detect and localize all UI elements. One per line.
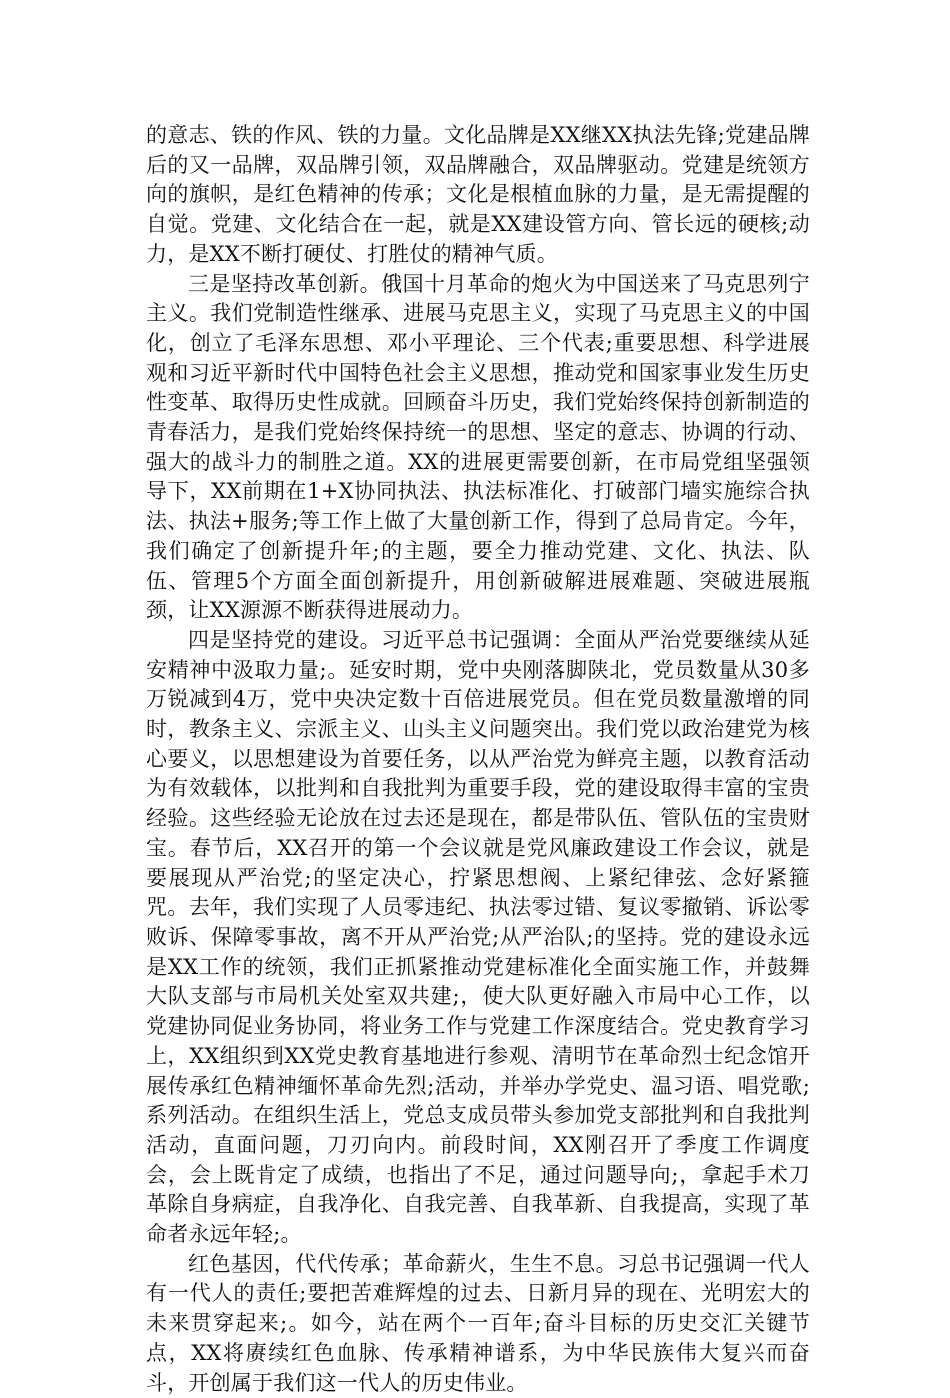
document-body <box>146 121 810 1398</box>
paragraph-red-gene: 红色基因，代代传承；革命薪火，生生不息。习总书记强调一代人有一代人的责任;要把苦难辉煌的过去、日新月异的现在、光明宏大的未来贯穿起来;。如今，站在两个一百年;奋斗目标的历史交汇关键节点，XX将赓续红色血脉、传承精神谱系，为中华民族伟大复兴而奋斗，开创属于我们这一代人的历史伟业。 <box>146 1251 810 1395</box>
paragraph-reform-innovation: 三是坚持改革创新。俄国十月革命的炮火为中国送来了马克思列宁主义。我们党制造性继承、进展马克思主义，实现了马克思主义的中国化，创立了毛泽东思想、邓小平理论、三个代表;重要思想、科学进展观和习近平新时代中国特色社会主义思想，推动党和国家事业发生历史性变革、取得历史性成就。回顾奋斗历史，我们党始终保持创新制造的青春活力，是我们党始终保持统一的思想、坚定的意志、协调的行动、强大的战斗力的制胜之道。XX的进展更需要创新，在市局党组坚强领导下，XX前期在1+X协同执法、执法标准化、打破部门墙实施综合执法、执法+服务;等工作上做了大量创新工作，得到了总局肯定。今年，我们确定了创新提升年;的主题，要全力推动党建、文化、执法、队伍、管理5个方面全面创新提升，用创新破解进展难题、突破进展瓶颈，让XX源源不断获得进展动力。 <box>146 271 810 623</box>
paragraph-continuation: 的意志、铁的作风、铁的力量。文化品牌是XX继XX执法先锋;党建品牌后的又一品牌，双品牌引领，双品牌融合，双品牌驱动。党建是统领方向的旗帜，是红色精神的传承；文化是根植血脉的力量，是无需提醒的自觉。党建、文化结合在一起，就是XX建设管方向、管长远的硬核;动力，是XX不断打硬仗、打胜仗的精神气质。 <box>146 123 810 266</box>
paragraph-party-building: 四是坚持党的建设。习近平总书记强调：全面从严治党要继续从延安精神中汲取力量;。延安时期，党中央刚落脚陕北，党员数量从30多万锐减到4万，党中央决定数十百倍进展党员。但在党员数量激增的同时，教条主义、宗派主义、山头主义问题突出。我们党以政治建党为核心要义，以思想建设为首要任务，以从严治党为鲜亮主题，以教育活动为有效载体，以批判和自我批判为重要手段，党的建设取得丰富的宝贵经验。这些经验无论放在过去还是现在，都是带队伍、管队伍的宝贵财宝。春节后，XX召开的第一个会议就是党风廉政建设工作会议，就是要展现从严治党;的坚定决心，拧紧思想阀、上紧纪律弦、念好紧箍咒。去年，我们实现了人员零违纪、执法零过错、复议零撤销、诉讼零败诉、保障零事故，离不开从严治党;从严治队;的坚持。党的建设永远是XX工作的统领，我们正抓紧推动党建标准化全面实施工作，并鼓舞大队支部与市局机关处室双共建;，使大队更好融入市局中心工作，以党建协同促业务协同，将业务工作与党建工作深度结合。党史教育学习上，XX组织到XX党史教育基地进行参观、清明节在革命烈士纪念馆开展传承红色精神缅怀革命先烈;活动，并举办学党史、温习语、唱党歌;系列活动。在组织生活上，党总支成员带头参加党支部批判和自我批判活动，直面问题，刀刃向内。前段时间，XX刚召开了季度工作调度会，会上既肯定了成绩，也指出了不足，通过问题导向;，拿起手术刀革除自身病症，自我净化、自我完善、自我革新、自我提高，实现了革命者永远年轻;。 <box>146 627 810 1247</box>
